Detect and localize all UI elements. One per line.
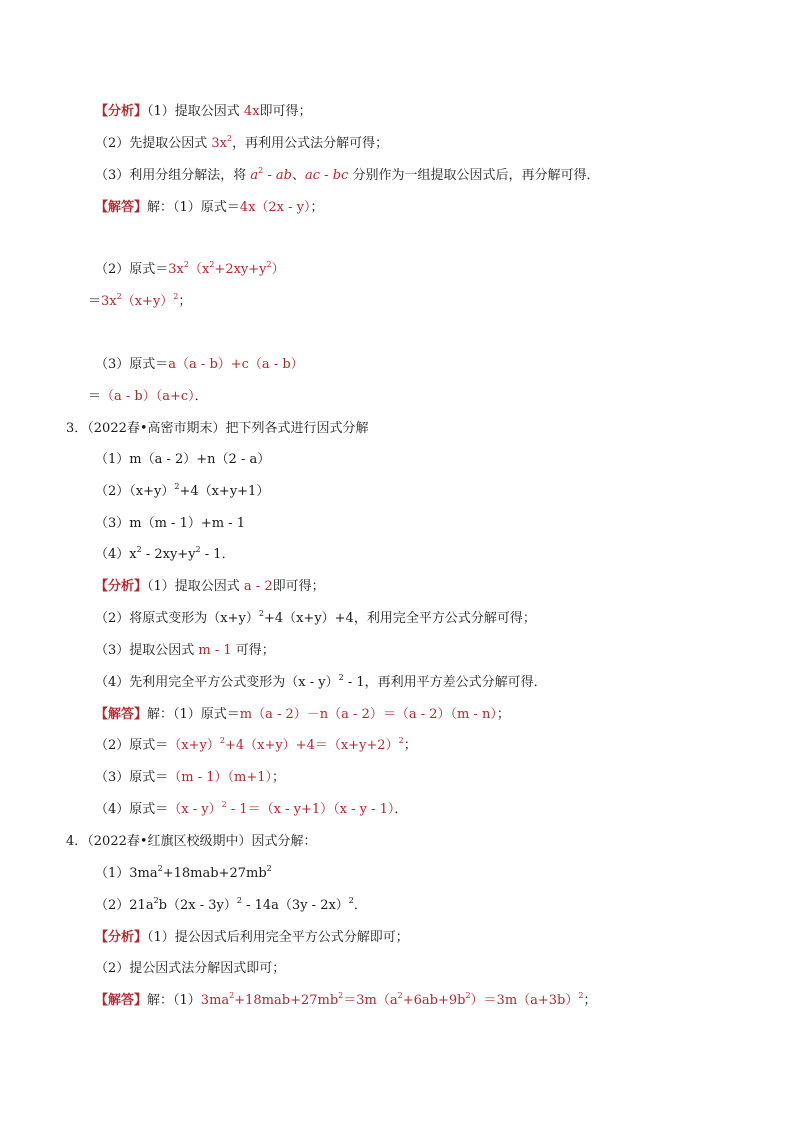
question-number: 3． <box>66 421 88 436</box>
q4-item1: $(1)3ma^2+18mab+27mb^2$ <box>95 864 272 881</box>
q3-item3: （3）m（m - 1）+m - 1 <box>95 516 246 531</box>
answer-tag: 【解答】 <box>95 707 148 722</box>
q2-analysis-line3: （3）利用分组分解法，将 $a^2$ - ab、ac - bc 分别作为一组提取公因式后，再分解可得． <box>95 166 600 183</box>
q3-item2: $(2)(x+y)^2+4(x+y+1)$ <box>95 482 270 499</box>
q4-analysis-line2: （2）提公因式法分解因式即可； <box>95 961 286 976</box>
q3-analysis-line4: （4）先利用完全平方公式变形为（x - y）$^2$ - 1，再利用平方差公式分解可得． <box>95 673 547 690</box>
q3-answer-line2: （2）原式$=(x+y)^2+4(x+y)+4=(x+y+2)^2$； <box>95 736 417 753</box>
q3-answer-line3: （3）原式＝（m - 1）（m+1）； <box>95 770 286 785</box>
q3-header <box>66 421 369 437</box>
q3-item4: $(4)x^2 - 2xy+y^2 - 1$． <box>95 545 235 562</box>
answer-tag: 【解答】 <box>95 200 148 215</box>
q4-answer-line1: 【解答】解：$(1)3ma^2+18mab+27mb^2=3m(a^2+6ab+9b^2)=3m(a+3b)^2$； <box>95 991 597 1008</box>
question-source: （2022春•红旗区校级期中）因式分解： <box>87 834 317 849</box>
analysis-tag: 【分析】 <box>95 579 148 594</box>
q2-analysis-line2: （2）先提取公因式 $3x^2$，再利用公式法分解可得； <box>95 134 389 151</box>
q3-analysis-line3: （3）提取公因式 m - 1 可得； <box>95 643 275 658</box>
analysis-tag: 【分析】 <box>95 104 148 119</box>
q3-answer-line4: （4）原式＝（x - y）$^2$ - 1＝（x - y+1）（x - y - 1）． <box>95 800 408 817</box>
q3-answer-line1: 【解答】解：（1）原式＝m（a - 2）－n（a - 2）＝（a - 2）（m - n）； <box>95 707 510 722</box>
q2-answer-line5: ＝（a - b）（a+c）． <box>88 389 208 404</box>
q4-item2: $(2)21a^2b(2x - 3y)^2 - 14a(3y - 2x)^2$． <box>95 896 367 913</box>
q2-analysis-line1: 【分析】（1）提取公因式 4x即可得； <box>95 104 312 119</box>
q3-item1: （1）m（a - 2）+n（2 - a） <box>95 452 271 467</box>
q3-analysis-line2: （2）将原式变形为$(x+y)^2+4(x+y)+4$，利用完全平方公式分解可得； <box>95 609 536 626</box>
analysis-tag: 【分析】 <box>95 930 148 945</box>
q2-answer-line3: $=3x^2(x+y)^2$； <box>88 292 192 309</box>
q2-answer-line1: 【解答】解：（1）原式＝4x（2x - y）； <box>95 200 324 215</box>
q4-analysis-line1: 【分析】（1）提公因式后利用完全平方公式分解即可； <box>95 930 409 945</box>
q3-analysis-line1: 【分析】（1）提取公因式 a - 2即可得； <box>95 579 325 594</box>
question-source: （2022春•高密市期末）把下列各式进行因式分解 <box>87 421 369 436</box>
q2-answer-line2: （2）原式$=3x^2(x^2+2xy+y^2)$ <box>95 260 285 277</box>
question-number: 4． <box>66 834 88 849</box>
q4-header <box>66 834 317 850</box>
q2-answer-line4: （3）原式＝a（a - b）+c（a - b） <box>95 357 304 372</box>
answer-tag: 【解答】 <box>95 993 148 1008</box>
